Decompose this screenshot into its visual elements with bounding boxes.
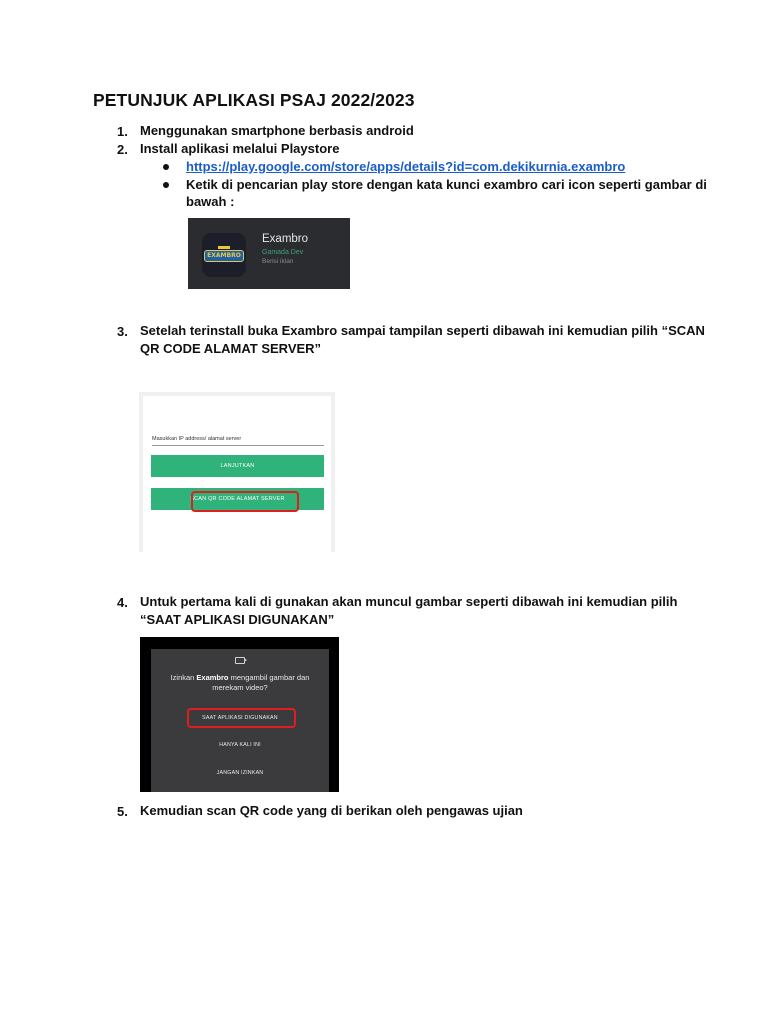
bullet-search-line2: bawah : [186,194,235,209]
step-number: 1. [117,124,128,139]
step-4-line2: “SAAT APLIKASI DIGUNAKAN” [140,612,335,627]
scan-qr-button: SCAN QR CODE ALAMAT SERVER [151,488,324,510]
continue-button: LANJUTKAN [151,455,324,477]
step-number: 3. [117,324,128,339]
step-number: 2. [117,142,128,157]
bullet-dot [163,164,169,170]
highlight-box [191,491,299,512]
step-2-text: Install aplikasi melalui Playstore [140,141,340,156]
step-3-line2: QR CODE ALAMAT SERVER” [140,341,322,356]
exambro-app-card-image [188,218,350,289]
playstore-link[interactable]: https://play.google.com/store/apps/details?id=com.dekikurnia.exambro [186,159,626,174]
bullet-dot [163,182,169,188]
page-title: PETUNJUK APLIKASI PSAJ 2022/2023 [93,90,415,110]
option-deny: JANGAN IZINKAN [216,770,264,776]
option-while-using: SAAT APLIKASI DIGUNAKAN [202,715,278,721]
app-icon-logo-text: EXAMBRO [207,252,241,259]
step-3-line1: Setelah terinstall buka Exambro sampai tampilan seperti dibawah ini kemudian pilih “SCAN [140,323,705,338]
highlight-box [187,708,296,728]
video-camera-icon [235,657,245,664]
exambro-server-screen-image [139,392,335,552]
graduation-cap-icon [218,241,230,249]
camera-permission-dialog-image [140,637,339,792]
server-address-input: Masukkan IP address/ alamat server [152,433,324,446]
step-5-text: Kemudian scan QR code yang di berikan oleh pengawas ujian [140,803,523,818]
exambro-app-icon [202,233,246,277]
app-ads-label: Berisi iklan [262,258,294,265]
app-name: Exambro [262,233,309,245]
step-number: 5. [117,804,128,819]
permission-question: Izinkan Exambro mengambil gambar dan merekam video? [170,673,310,692]
option-only-this-time: HANYA KALI INI [219,742,261,748]
bullet-search-line1: Ketik di pencarian play store dengan kata kunci exambro cari icon seperti gambar di [186,177,707,192]
step-number: 4. [117,595,128,610]
app-developer: Gamada Dev [262,249,304,256]
step-4-line1: Untuk pertama kali di gunakan akan muncul gambar seperti dibawah ini kemudian pilih [140,594,678,609]
step-1-text: Menggunakan smartphone berbasis android [140,123,414,138]
